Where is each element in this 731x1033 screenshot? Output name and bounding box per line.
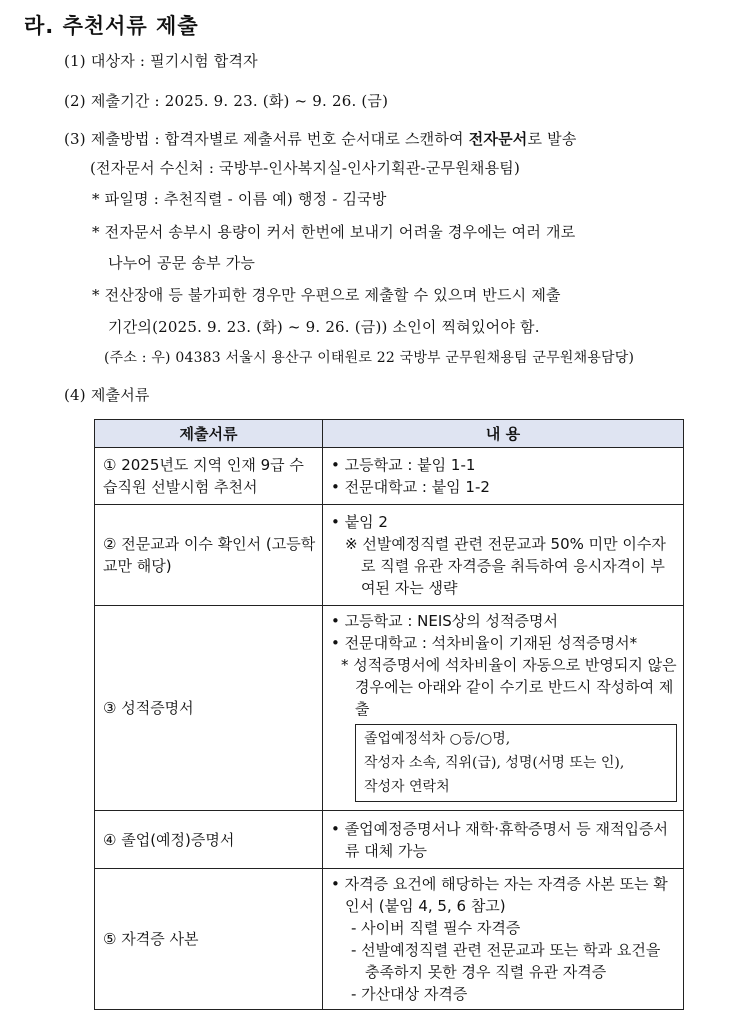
- content-sub-line: - 사이버 직렬 필수 자격증: [351, 919, 521, 937]
- method-suffix: 로 발송: [527, 130, 577, 148]
- period-line: (2) 제출기간 : 2025. 9. 23. (화) ~ 9. 26. (금): [64, 92, 389, 110]
- box-line: 작성자 소속, 직위(급), 성명(서명 또는 인),: [364, 755, 625, 771]
- method-prefix: (3) 제출방법 : 합격자별로 제출서류 번호 순서대로 스캔하여: [64, 130, 469, 148]
- table-row: [95, 448, 684, 505]
- content-line: • 고등학교 : NEIS상의 성적증명서: [331, 612, 559, 630]
- table-header-row: [95, 420, 684, 448]
- method-line: [64, 128, 577, 149]
- address-line: (주소 : 우) 04383 서울시 용산구 이태원로 22 국방부 군무원채용팀 군무원채용담당): [104, 350, 635, 366]
- split-note-1: * 전자문서 송부시 용량이 커서 한번에 보내기 어려울 경우에는 여러 개로: [92, 223, 576, 241]
- content-line: • 붙임 2: [331, 513, 388, 531]
- doc-contents: [323, 448, 684, 505]
- doc-name-graduation: ④ 졸업(예정)증명서: [95, 811, 323, 869]
- box-line: 작성자 연락처: [364, 779, 450, 795]
- content-line: • 졸업예정증명서나 재학·휴학증명서 등 재적입증서류 대체 가능: [331, 819, 668, 860]
- doc-contents: [323, 869, 684, 1010]
- content-line: • 자격증 요건에 해당하는 자는 자격증 사본 또는 확인서 (붙임 4, 5, 6 참고): [331, 875, 668, 915]
- table-row: [95, 869, 684, 1010]
- handwritten-form-box: [355, 724, 677, 802]
- table-row: [95, 505, 684, 606]
- target-line: (1) 대상자 : 필기시험 합격자: [64, 52, 258, 70]
- content-sub-line: - 선발예정직렬 관련 전문교과 또는 학과 요건을 충족하지 못한 경우 직렬 유관 자격증: [351, 941, 661, 981]
- content-note: ※ 선발예정직렬 관련 전문교과 50% 미만 이수자로 직렬 유관 자격증을 취득하여 응시자격이 부여된 자는 생략: [345, 535, 666, 597]
- doc-name-certificate: ⑤ 자격증 사본: [95, 869, 323, 1010]
- method-bold: 전자문서: [468, 130, 528, 148]
- content-line: • 고등학교 : 붙임 1-1: [331, 456, 476, 474]
- section-title: 라. 추천서류 제출: [24, 14, 199, 38]
- content-sub-line: - 가산대상 자격증: [351, 985, 468, 1003]
- content-line: • 전문대학교 : 붙임 1-2: [331, 478, 490, 496]
- doc-name-curriculum: ② 전문교과 이수 확인서 (고등학교만 해당): [95, 505, 323, 606]
- doc-contents: [323, 606, 684, 811]
- split-note-2: 나누어 공문 송부 가능: [108, 254, 256, 272]
- header-contents: 내 용: [323, 420, 684, 448]
- content-line: • 전문대학교 : 석차비율이 기재된 성적증명서*: [331, 634, 638, 652]
- doc-contents: [323, 505, 684, 606]
- docs-heading: (4) 제출서류: [64, 386, 150, 404]
- box-line: 졸업예정석차 ○등/○명,: [364, 731, 511, 747]
- doc-name-transcript: ③ 성적증명서: [95, 606, 323, 811]
- mail-note-1: * 전산장애 등 불가피한 경우만 우편으로 제출할 수 있으며 반드시 제출: [92, 286, 561, 304]
- filename-note: * 파일명 : 추천직렬 - 이름 예) 행정 - 김국방: [92, 190, 387, 208]
- header-documents: 제출서류: [95, 420, 323, 448]
- table-row: [95, 811, 684, 869]
- doc-name-recommendation: ① 2025년도 지역 인재 9급 수습직원 선발시험 추천서: [95, 448, 323, 505]
- documents-table: [94, 419, 684, 1010]
- mail-note-2: 기간의(2025. 9. 23. (화) ~ 9. 26. (금)) 소인이 찍혀있어야 함.: [108, 318, 540, 336]
- recipient-line: (전자문서 수신처 : 국방부-인사복지실-인사기획관-군무원채용팀): [90, 159, 521, 177]
- content-note: * 성적증명서에 석차비율이 자동으로 반영되지 않은 경우에는 아래와 같이 수기로 반드시 작성하여 제출: [341, 656, 677, 718]
- doc-contents: [323, 811, 684, 869]
- table-row: [95, 606, 684, 811]
